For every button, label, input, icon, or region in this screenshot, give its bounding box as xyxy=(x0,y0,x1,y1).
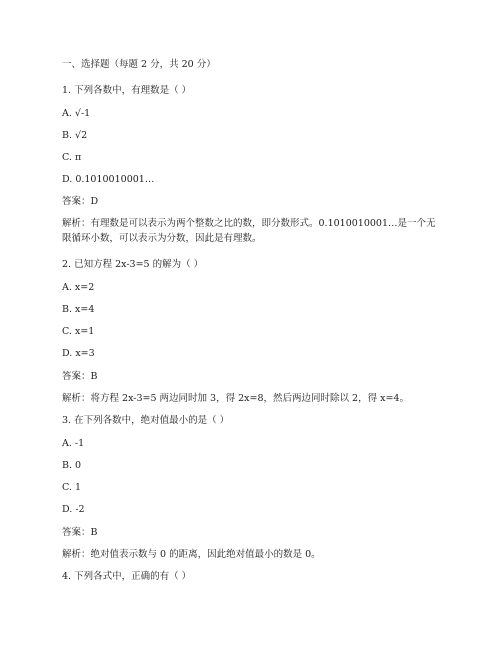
question-3-stem: 3. 在下列各数中，绝对值最小的是（ ） xyxy=(62,415,230,426)
question-2-explanation: 解析：将方程 2x-3=5 两边同时加 3，得 2x=8，然后两边同时除以 2，得 x=4。 xyxy=(62,393,409,404)
question-3-option-d: D. -2 xyxy=(62,504,85,515)
question-1-explanation: 解析：有理数是可以表示为两个整数之比的数，即分数形式。0.1010010001…是一个无限循环小数，可以表示为分数，因此是有理数。 xyxy=(62,218,436,244)
question-1-option-b: B. √2 xyxy=(62,130,88,141)
question-2-answer: 答案：B xyxy=(62,371,98,382)
question-1-option-d: D. 0.1010010001… xyxy=(62,174,155,185)
question-2-option-b: B. x=4 xyxy=(62,304,95,315)
question-3-option-a: A. -1 xyxy=(62,438,85,449)
question-1-stem: 1. 下列各数中，有理数是（ ） xyxy=(62,85,192,96)
section-title: 一、选择题（每题 2 分，共 20 分） xyxy=(62,59,216,70)
question-2-stem: 2. 已知方程 2x-3=5 的解为（ ） xyxy=(62,259,204,270)
question-3-explanation: 解析：绝对值表示数与 0 的距离，因此绝对值最小的数是 0。 xyxy=(62,549,321,560)
question-1-option-a: A. √-1 xyxy=(62,108,91,119)
question-1-option-c: C. π xyxy=(62,152,82,163)
question-3-answer: 答案：B xyxy=(62,527,98,538)
question-1-answer: 答案：D xyxy=(62,196,99,207)
question-3-option-b: B. 0 xyxy=(62,460,82,471)
question-4-stem: 4. 下列各式中，正确的有（ ） xyxy=(62,571,192,582)
question-2-option-d: D. x=3 xyxy=(62,348,95,359)
question-3-option-c: C. 1 xyxy=(62,482,82,493)
question-2-option-a: A. x=2 xyxy=(62,282,95,293)
question-2-option-c: C. x=1 xyxy=(62,326,95,337)
